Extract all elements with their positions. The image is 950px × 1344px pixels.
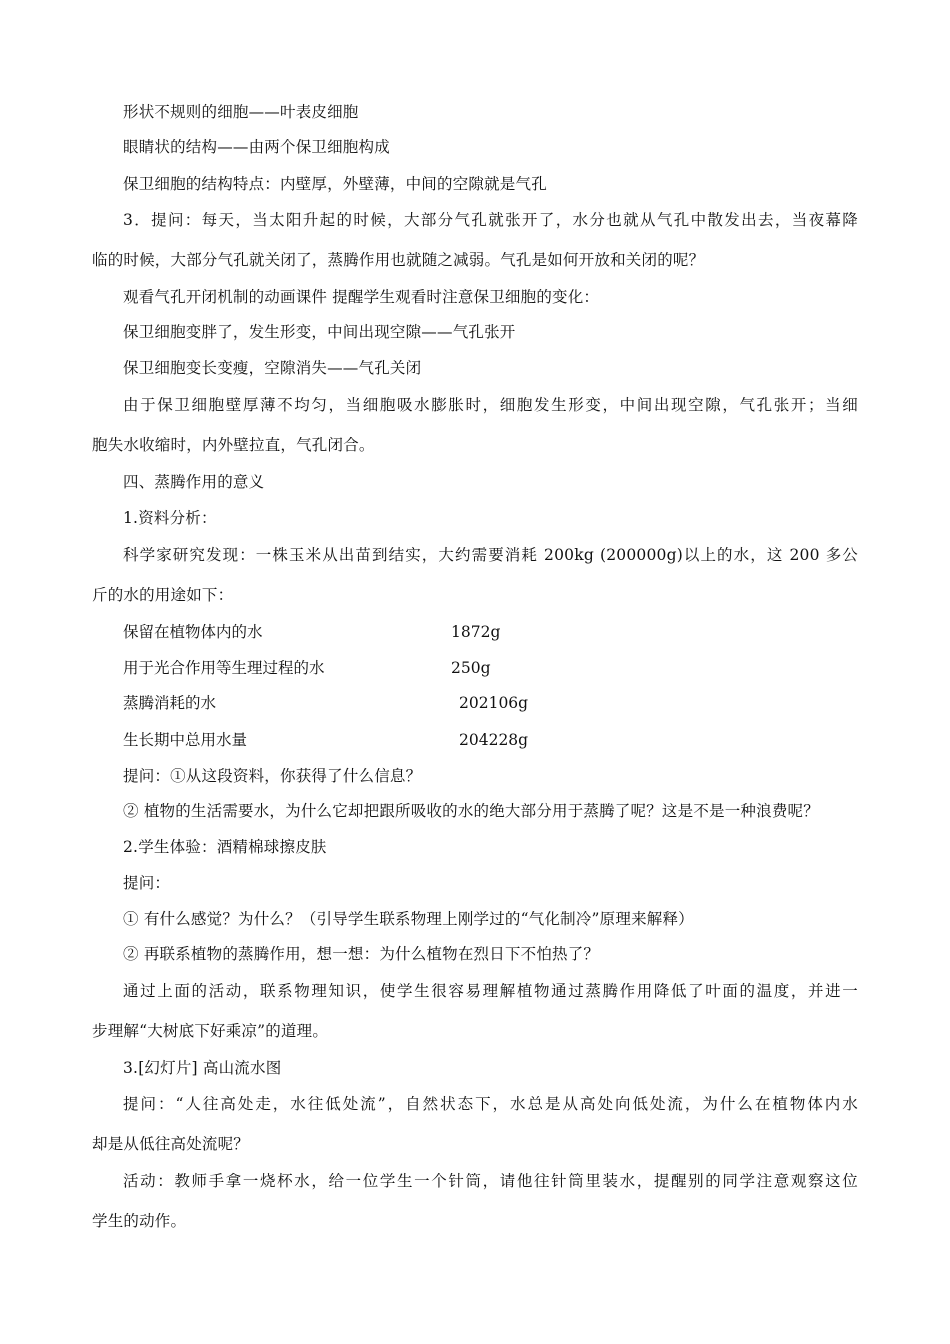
- text-line: 由于保卫细胞壁厚薄不均匀，当细胞吸水膨胀时，细胞发生形变，中间出现空隙，气孔张开；当细: [123, 396, 858, 414]
- text-line: 科学家研究发现：一株玉米从出苗到结实，大约需要消耗 200kg (200000g)以上的水，这 200 多公: [123, 546, 858, 564]
- text-line: 通过上面的活动，联系物理知识，使学生很容易理解植物通过蒸腾作用降低了叶面的温度，并进一: [123, 982, 858, 1000]
- text-line: 眼睛状的结构——由两个保卫细胞构成: [123, 138, 390, 156]
- text-line: 斤的水的用途如下：: [92, 586, 234, 604]
- text-line: 保卫细胞的结构特点：内壁厚，外壁薄，中间的空隙就是气孔: [123, 175, 547, 193]
- table-row-value: 202106g: [459, 694, 529, 712]
- text-line: ② 再联系植物的蒸腾作用，想一想：为什么植物在烈日下不怕热了？: [123, 945, 600, 963]
- text-line: 临的时候，大部分气孔就关闭了，蒸腾作用也就随之减弱。气孔是如何开放和关闭的呢？: [92, 251, 705, 269]
- table-row-label: 用于光合作用等生理过程的水: [123, 659, 325, 677]
- text-line: 1.资料分析：: [123, 509, 217, 527]
- text-line: 形状不规则的细胞——叶表皮细胞: [123, 103, 359, 121]
- text-line: ① 有什么感觉？为什么？（引导学生联系物理上刚学过的“气化制冷”原理来解释）: [123, 910, 694, 928]
- text-line: 保卫细胞变长变瘦，空隙消失——气孔关闭: [123, 359, 422, 377]
- text-line: 提问：: [123, 874, 171, 892]
- text-line: 却是从低往高处流呢？: [92, 1135, 250, 1153]
- text-line: 3.[幻灯片] 高山流水图: [123, 1059, 282, 1077]
- table-row-label: 生长期中总用水量: [123, 731, 248, 749]
- text-line: 2.学生体验：酒精棉球擦皮肤: [123, 838, 327, 856]
- table-row-label: 蒸腾消耗的水: [123, 694, 217, 712]
- text-line: 3．提问：每天，当太阳升起的时候，大部分气孔就张开了，水分也就从气孔中散发出去，当夜幕降: [123, 211, 858, 229]
- text-line: 保卫细胞变胖了，发生形变，中间出现空隙——气孔张开: [123, 323, 516, 341]
- table-row-value: 1872g: [451, 623, 501, 641]
- table-row-value: 204228g: [459, 731, 529, 749]
- text-line: 学生的动作。: [92, 1212, 187, 1230]
- section-heading: 四、蒸腾作用的意义: [123, 473, 265, 491]
- text-line: 步理解“大树底下好乘凉”的道理。: [92, 1022, 329, 1040]
- text-line: 观看气孔开闭机制的动画课件 提醒学生观看时注意保卫细胞的变化：: [123, 288, 600, 306]
- text-line: 提问：“人往高处走，水往低处流”，自然状态下，水总是从高处向低处流，为什么在植物体内水: [123, 1095, 858, 1113]
- text-line: 提问：①从这段资料，你获得了什么信息？: [123, 767, 422, 785]
- text-line: 活动：教师手拿一烧杯水，给一位学生一个针筒，请他往针筒里装水，提醒别的同学注意观察这位: [123, 1172, 858, 1190]
- text-line: ② 植物的生活需要水，为什么它却把跟所吸收的水的绝大部分用于蒸腾了呢？这是不是一种浪费呢？: [123, 802, 819, 820]
- table-row-value: 250g: [451, 659, 491, 677]
- text-line: 胞失水收缩时，内外壁拉直，气孔闭合。: [92, 436, 375, 454]
- table-row-label: 保留在植物体内的水: [123, 623, 263, 641]
